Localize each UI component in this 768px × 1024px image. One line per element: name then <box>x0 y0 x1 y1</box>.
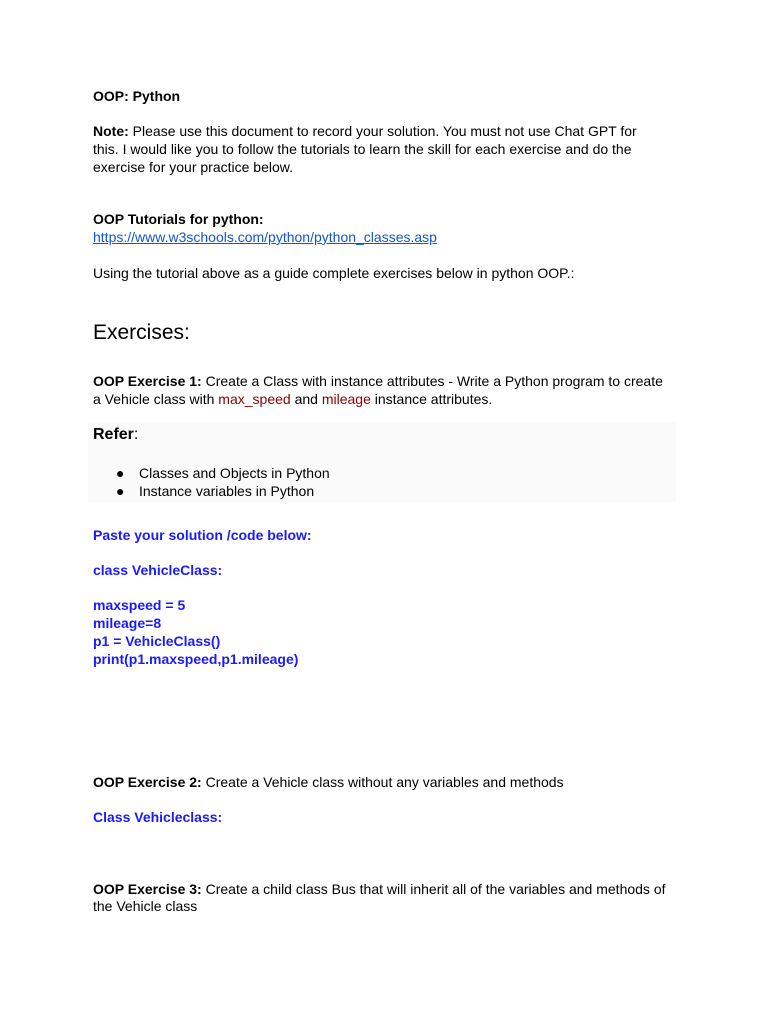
refer-item-instance-variables[interactable]: Instance variables in Python <box>139 483 315 499</box>
code-line: p1 = VehicleClass() <box>93 633 221 649</box>
exercise1-text-b1: a Vehicle class with <box>93 391 219 407</box>
note-line-3: exercise for your practice below. <box>93 159 293 175</box>
attr-mileage: mileage <box>321 391 371 407</box>
exercise2-line <box>93 773 564 791</box>
refer-item-classes[interactable]: Classes and Objects in Python <box>139 465 330 481</box>
exercises-heading: Exercises: <box>93 321 190 344</box>
exercise1-text-a: Create a Class with instance attributes - Write a Python program to create <box>201 373 663 389</box>
exercise1-text-b2: and <box>290 391 322 407</box>
note-label: Note: <box>93 123 129 139</box>
tutorials-link[interactable]: https://www.w3schools.com/python/python_classes.asp <box>93 229 437 245</box>
exercise2-code: Class Vehicleclass: <box>93 809 223 825</box>
code-line: class VehicleClass: <box>93 562 223 578</box>
exercise1-text-b3: instance attributes. <box>370 391 493 407</box>
exercise2-text: Create a Vehicle class without any variables and methods <box>201 774 564 790</box>
exercise3-line-1 <box>93 880 666 898</box>
code-line: maxspeed = 5 <box>93 597 186 613</box>
refer-heading <box>93 425 138 445</box>
refer-colon: : <box>133 426 139 443</box>
exercise3-text-a: Create a child class Bus that will inherit all of the variables and methods of <box>201 881 666 897</box>
doc-title: OOP: Python <box>93 88 181 104</box>
exercise3-line-2: the Vehicle class <box>93 898 198 914</box>
refer-label: Refer <box>93 426 134 443</box>
guide-text: Using the tutorial above as a guide complete exercises below in python OOP.: <box>93 265 575 281</box>
exercise1-line-1 <box>93 372 663 390</box>
note-line-1 <box>93 122 637 140</box>
paste-solution-label: Paste your solution /code below: <box>93 527 312 543</box>
exercise1-label: OOP Exercise 1: <box>93 373 202 389</box>
code-line: mileage=8 <box>93 615 162 631</box>
bullet-icon: ● <box>116 465 125 481</box>
exercise1-line-2 <box>93 390 492 408</box>
tutorials-heading: OOP Tutorials for python: <box>93 211 264 227</box>
attr-max-speed: max_speed <box>218 391 291 407</box>
exercise3-label: OOP Exercise 3: <box>93 881 202 897</box>
bullet-icon: ● <box>116 483 125 499</box>
note-text-1: Please use this document to record your solution. You must not use Chat GPT for <box>128 123 637 139</box>
exercise2-label: OOP Exercise 2: <box>93 774 202 790</box>
code-line: print(p1.maxspeed,p1.mileage) <box>93 651 299 667</box>
note-line-2: this. I would like you to follow the tutorials to learn the skill for each exercise and do the <box>93 141 632 157</box>
